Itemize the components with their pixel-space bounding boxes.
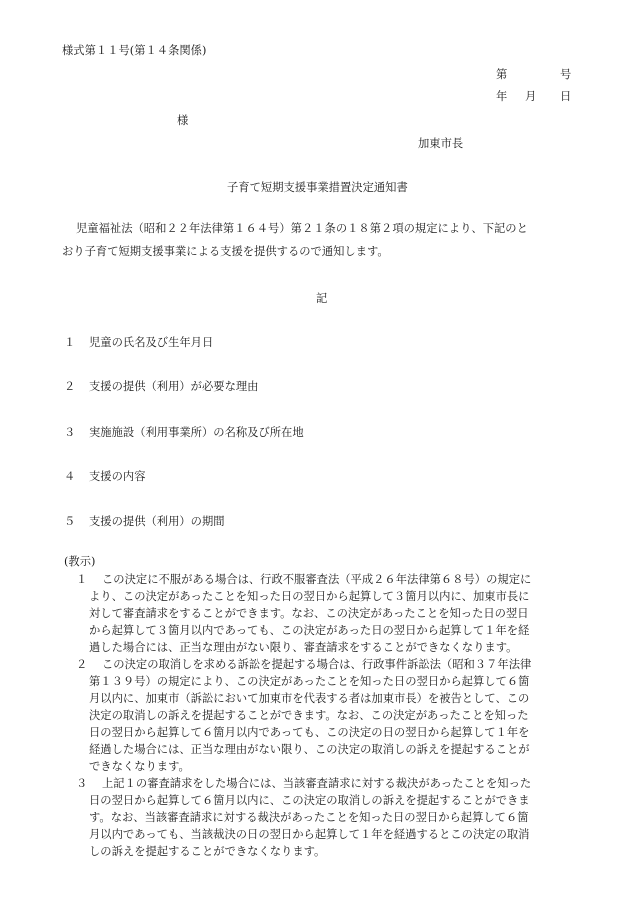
instruction-2-line-2: 第１３９号）の規定により、この決定があったことを知った日の翌日から起算して６箇 [89, 675, 530, 688]
item-1-number: １ [64, 336, 76, 349]
item-3-text: 実施施設（利用事業所）の名称及び所在地 [89, 426, 304, 439]
instruction-3-line-2: 日の翌日から起算して６箇月以内に、この決定の取消しの訴えを提起することができま [89, 794, 530, 807]
instruction-1-line-2: より、この決定があったことを知った日の翌日から起算して３箇月以内に、加東市長に [89, 590, 530, 603]
instruction-1-line-3: 対して審査請求をすることができます。なお、この決定があったことを知った日の翌日 [89, 607, 529, 620]
document-title: 子育て短期支援事業措置決定通知書 [227, 181, 408, 194]
form-number: 様式第１１号(第１４条関係) [62, 44, 207, 57]
instruction-2-number: ２ [76, 658, 88, 671]
instruction-2-line-7: できなくなります。 [89, 760, 190, 773]
instruction-2-line-5: 日の翌日から起算して６箇月以内であっても、この決定の日の翌日から起算して１年を [89, 726, 530, 739]
recipient-sama: 様 [177, 114, 189, 127]
instruction-1-line-5: 過した場合には、正当な理由がない限り、審査請求をすることができなくなります。 [89, 641, 518, 654]
date-year: 年 [496, 90, 508, 103]
body-line-1: 児童福祉法（昭和２２年法律第１６４号）第２１条の１８第２項の規定により、下記のと [76, 222, 528, 235]
instruction-3-line-1: 上記１の審査請求をした場合には、当該審査請求に対する裁決があったことを知った [102, 777, 532, 790]
date-day: 日 [560, 90, 572, 103]
instruction-2-line-1: この決定の取消しを求める訴訟を提起する場合は、行政事件訴訟法（昭和３７年法律 [102, 658, 532, 671]
item-5-text: 支援の提供（利用）の期間 [89, 515, 225, 528]
instruction-3-line-3: す。なお、当該審査請求に対する裁決があったことを知った日の翌日から起算して６箇 [89, 811, 529, 824]
instruction-heading: (教示) [64, 555, 96, 568]
item-4-number: ４ [64, 470, 76, 483]
item-4-text: 支援の内容 [89, 470, 146, 483]
instruction-2-line-3: 月以内に、加東市（訴訟において加東市を代表する者は加東市長）を被告として、この [89, 692, 530, 705]
instruction-1-line-1: この決定に不服がある場合は、行政不服審査法（平成２６年法律第６８号）の規定に [102, 573, 532, 586]
item-2-number: ２ [64, 380, 76, 393]
item-3-number: ３ [64, 426, 76, 439]
body-line-2: おり子育て短期支援事業による支援を提供するので通知します。 [62, 245, 389, 258]
instruction-3-number: ３ [76, 777, 88, 790]
instruction-3-line-5: しの訴えを提起することができなくなります。 [89, 845, 326, 858]
item-5-number: ５ [64, 515, 76, 528]
instruction-1-line-4: から起算して３箇月以内であっても、この決定があった日の翌日から起算して１年を経 [89, 624, 530, 637]
instruction-3-line-4: 月以内であっても、当該裁決の日の翌日から起算して１年を経過するとこの決定の取消 [89, 828, 530, 841]
item-2-text: 支援の提供（利用）が必要な理由 [89, 380, 259, 393]
doc-number-go: 号 [560, 68, 572, 81]
instruction-1-number: １ [76, 573, 88, 586]
date-month: 月 [525, 90, 537, 103]
issuer-name: 加東市長 [418, 137, 464, 150]
ki-marker: 記 [316, 292, 328, 305]
doc-number-dai: 第 [496, 68, 508, 81]
instruction-2-line-4: 決定の取消しの訴えを提起することができます。なお、この決定があったことを知った [89, 709, 529, 722]
item-1-text: 児童の氏名及び生年月日 [89, 336, 214, 349]
instruction-2-line-6: 経過した場合には、正当な理由がない限り、この決定の取消しの訴えを提起することが [89, 743, 530, 756]
